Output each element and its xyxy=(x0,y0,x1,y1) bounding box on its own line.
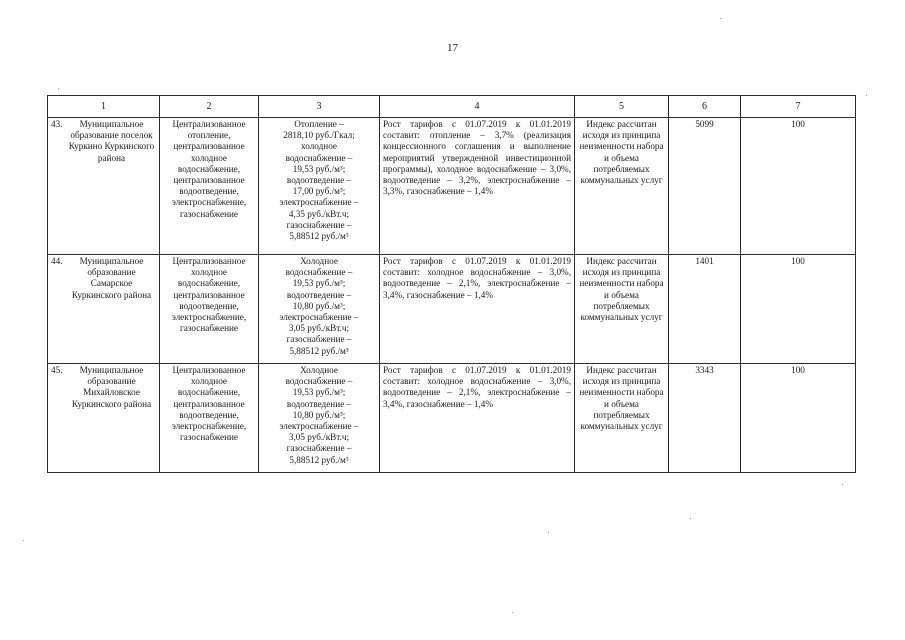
tariff-line: Холодное xyxy=(300,365,338,375)
tariff-line: 4,35 руб./кВт.ч; xyxy=(288,208,350,219)
tariff-line: 19,53 руб./м³; xyxy=(292,278,346,289)
index-basis-cell: Индекс рассчитан исходя из принципа неизменности набора и объема потребляемых коммунальных услуг xyxy=(575,364,669,473)
municipality-cell xyxy=(48,364,160,473)
col7-value: 100 xyxy=(741,118,856,255)
services-cell: Централизованное холодное водоснабжение, централизованное водоотведение, электроснабжение, газоснабжение xyxy=(160,255,259,364)
tariff-line: холодное xyxy=(300,141,337,152)
tariff-line: газоснабжение – xyxy=(286,219,352,230)
tariff-line: газоснабжение – xyxy=(286,334,352,345)
tariff-line: водоснабжение – xyxy=(285,152,353,163)
header-col-7: 7 xyxy=(741,96,856,118)
row-number: 44. xyxy=(51,256,63,266)
col6-value: 1401 xyxy=(669,255,741,364)
header-col-2: 2 xyxy=(160,96,259,118)
municipality-cell xyxy=(48,255,160,364)
row-number: 43. xyxy=(51,119,63,129)
table-row xyxy=(48,255,856,364)
tariff-line: водоснабжение – xyxy=(285,376,353,387)
tariff-line: водоснабжение – xyxy=(285,267,353,278)
tariff-line: водоотведение – xyxy=(286,398,352,409)
header-col-4: 4 xyxy=(380,96,575,118)
col6-value: 5099 xyxy=(669,118,741,255)
table-row xyxy=(48,364,856,473)
tariff-line: 2818,10 руб./Гкал; xyxy=(283,130,355,141)
scan-speck xyxy=(23,540,24,541)
index-basis-cell: Индекс рассчитан исходя из принципа неизменности набора и объема потребляемых коммунальных услуг xyxy=(575,118,669,255)
col7-value: 100 xyxy=(741,255,856,364)
tariff-growth-cell: Рост тарифов с 01.07.2019 к 01.01.2019 составит: холодное водоснабжение – 3,0%, водоотведение – 2,1%, электроснабжение – 3,4%, газоснабжение – 1,4% xyxy=(380,255,575,364)
municipality-cell xyxy=(48,118,160,255)
scan-speck xyxy=(842,484,843,485)
tariff-line: 19,53 руб./м³; xyxy=(292,387,346,398)
tariff-line: электроснабжение – xyxy=(279,421,359,432)
tariff-line: 10,80 руб./м³; xyxy=(292,409,346,420)
tariff-line: Отопление – xyxy=(294,119,344,129)
col6-value: 3343 xyxy=(669,364,741,473)
tariff-line: 10,80 руб./м³; xyxy=(292,300,346,311)
header-row xyxy=(48,96,856,118)
municipality-name: Муниципальное образование Михайловское Куркинского района xyxy=(71,365,152,409)
tariff-table xyxy=(47,95,856,473)
tariff-line: электроснабжение – xyxy=(279,197,359,208)
col7-value: 100 xyxy=(741,364,856,473)
tariff-line: газоснабжение – xyxy=(286,443,352,454)
scan-speck xyxy=(866,95,867,96)
header-col-3: 3 xyxy=(259,96,380,118)
municipality-name: Муниципальное образование поселок Куркино Куркинского района xyxy=(68,119,155,163)
tariff-line: электроснабжение – xyxy=(279,312,359,323)
tariff-growth-cell: Рост тарифов с 01.07.2019 к 01.01.2019 составит: отопление – 3,7% (реализация концессионного соглашения и выполнение мероприятий утвержденной инвестиционной программы), холодное водоснабжение – 3,0%, водоотведение – 3,2%, электроснабжение – 3,3%, газоснабжение – 1,4% xyxy=(380,118,575,255)
page-number: 17 xyxy=(447,42,458,54)
scan-speck xyxy=(720,18,721,19)
header-col-1: 1 xyxy=(48,96,160,118)
services-cell: Централизованное холодное водоснабжение, централизованное водоотведение, электроснабжение, газоснабжение xyxy=(160,364,259,473)
tariff-line: Холодное xyxy=(300,256,338,266)
row-number: 45. xyxy=(51,365,63,375)
tariffs-cell xyxy=(259,118,380,255)
tariff-line: 3,05 руб./кВт.ч; xyxy=(288,323,350,334)
tariff-line: 5,88512 руб./м³ xyxy=(289,345,349,356)
tariff-line: 3,05 руб./кВт.ч; xyxy=(288,432,350,443)
scan-speck xyxy=(512,612,513,613)
tariff-line: 17,00 руб./м³; xyxy=(292,186,346,197)
tariff-line: 5,88512 руб./м³ xyxy=(289,454,349,465)
tariff-growth-cell: Рост тарифов с 01.07.2019 к 01.01.2019 составит: холодное водоснабжение – 3,0%, водоотведение – 2,1%, электроснабжение – 3,4%, газоснабжение – 1,4% xyxy=(380,364,575,473)
scan-speck xyxy=(548,532,549,533)
tariffs-cell xyxy=(259,255,380,364)
tariff-line: 5,88512 руб./м³ xyxy=(289,231,349,242)
scan-speck xyxy=(58,88,59,89)
services-cell: Централизованное отопление, централизованное холодное водоснабжение, централизованное водоотведение, электроснабжение, газоснабжение xyxy=(160,118,259,255)
tariff-line: водоотведение – xyxy=(286,289,352,300)
header-col-6: 6 xyxy=(669,96,741,118)
index-basis-cell: Индекс рассчитан исходя из принципа неизменности набора и объема потребляемых коммунальных услуг xyxy=(575,255,669,364)
tariff-line: 19,53 руб./м³; xyxy=(292,163,346,174)
tariff-line: водоотведение – xyxy=(286,175,352,186)
tariffs-cell xyxy=(259,364,380,473)
table-row xyxy=(48,118,856,255)
header-col-5: 5 xyxy=(575,96,669,118)
scan-speck xyxy=(690,518,691,519)
municipality-name: Муниципальное образование Самарское Куркинского района xyxy=(71,256,152,300)
